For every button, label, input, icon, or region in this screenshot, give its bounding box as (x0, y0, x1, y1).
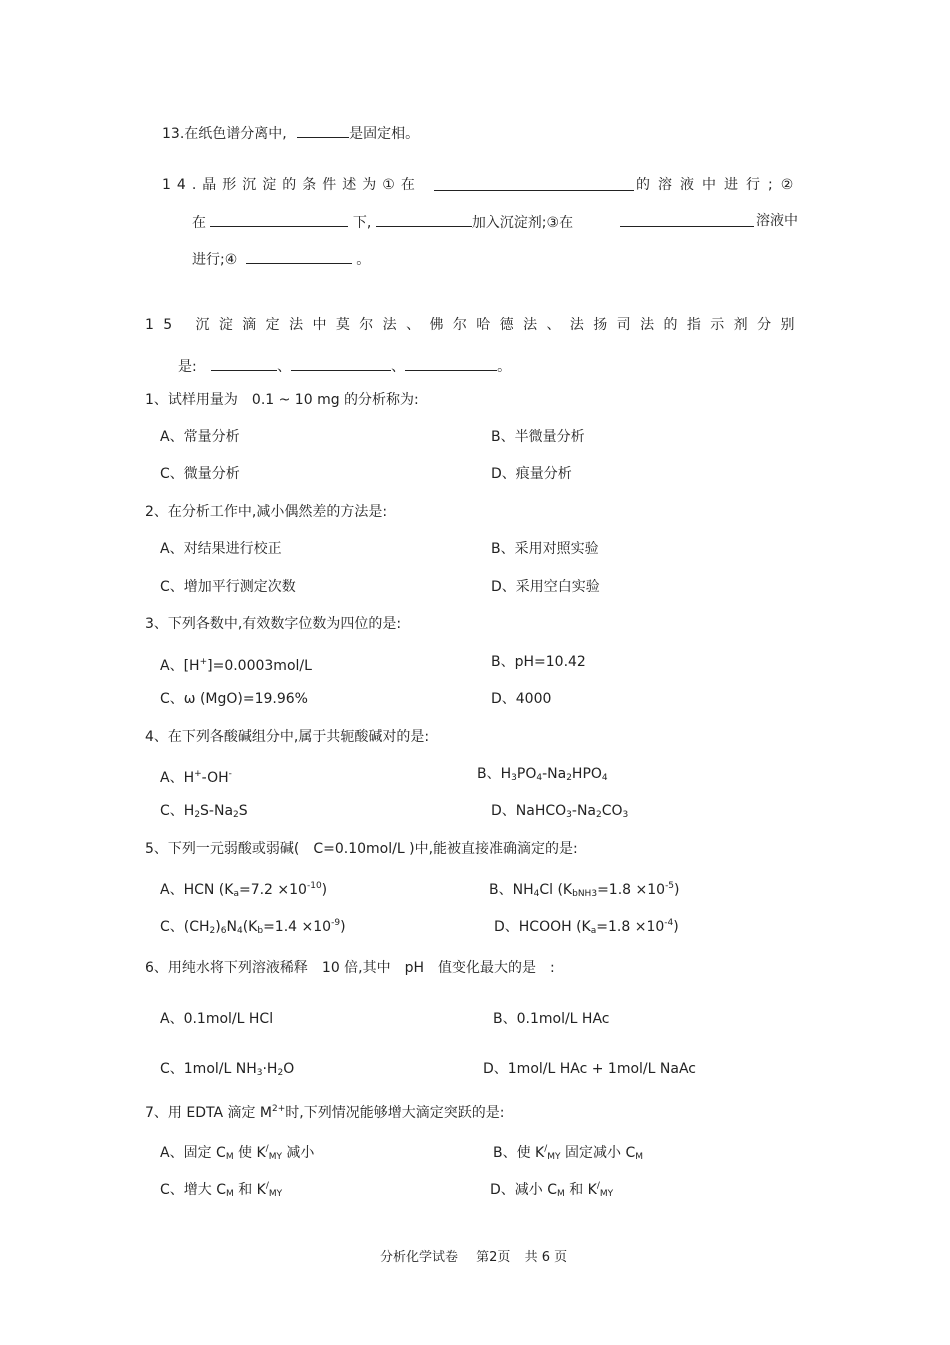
q3-option-b: B、pH=10.42 (491, 654, 586, 670)
q4-d-5: CO (601, 803, 623, 819)
q14-text-b-wrap (636, 176, 801, 194)
q2-stem: 2、在分析工作中,减小偶然差的方法是: (145, 504, 388, 520)
q7-b-3: MY (547, 1152, 561, 1162)
q5-d-5: ) (673, 919, 679, 935)
q5-c-1: C、(CH (160, 919, 210, 935)
q3-a-part3: ]=0.0003mol/L (207, 658, 312, 674)
q7-option-b (493, 1140, 643, 1166)
q4-b-1: B、H (477, 766, 512, 782)
q5-b-4: bNH3 (572, 889, 598, 899)
q4-a-3: -OH (201, 770, 229, 786)
q2-option-b: B、采用对照实验 (491, 541, 599, 557)
q5-a-3: =7.2 ×10 (238, 882, 307, 898)
q4-a-2: + (194, 769, 202, 779)
q7-a-6: 减小 (281, 1145, 315, 1161)
q4-option-c (160, 802, 248, 824)
q5-option-d (494, 914, 679, 940)
q1-stem: 1、试样用量为 0.1 ~ 10 mg 的分析称为: (145, 392, 419, 408)
q4-d-6: 3 (622, 810, 629, 820)
q5-d-1: D、HCOOH (K (494, 919, 591, 935)
q6-c-3: ·H (262, 1061, 278, 1077)
q5-c-8: b (257, 926, 264, 936)
q14-blank-1 (434, 176, 634, 191)
q7-c-1: C、增大 C (160, 1182, 227, 1198)
q4-b-5: -Na (542, 766, 567, 782)
q3-option-c: C、ω (MgO)=19.96% (160, 691, 308, 707)
q5-option-b (489, 877, 680, 903)
q5-stem: 5、下列一元弱酸或弱碱( C=0.10mol/L )中,能被直接准确滴定的是: (145, 841, 578, 857)
q5-c-11: ) (340, 919, 346, 935)
q7-c-3: 和 K (233, 1182, 266, 1198)
q15-blank-3 (405, 356, 497, 371)
q4-b-6: 2 (566, 773, 572, 783)
q14-text-d: 下, (352, 215, 372, 231)
q5-c-3: ) (215, 919, 221, 935)
q15-text-a: 15 沉淀滴定法中莫尔法、佛尔哈德法、法扬司法的指示剂分别 (145, 317, 804, 333)
q14-blank-5 (246, 249, 352, 264)
q13-text-b: 是固定相。 (349, 126, 420, 142)
q7-a-2: M (225, 1152, 234, 1162)
q5-b-5: =1.8 ×10 (597, 882, 666, 898)
q5-c-7: (K (242, 919, 258, 935)
q15-sep-1: 、 (277, 359, 292, 375)
q15-blank-1 (211, 356, 277, 371)
q4-c-4: 2 (233, 810, 239, 820)
q7-d-2: M (557, 1189, 565, 1199)
q1-option-b: B、半微量分析 (491, 429, 585, 445)
q2-option-a: A、对结果进行校正 (160, 541, 282, 557)
q3-a-part1: A、[H (160, 658, 200, 674)
q6-c-1: C、1mol/L NH (160, 1061, 257, 1077)
q4-c-2: 2 (194, 810, 201, 820)
footer-page: 第2页 (476, 1250, 511, 1265)
q2-option-c: C、增加平行测定次数 (160, 579, 296, 595)
q7-stem-2: 2+ (272, 1104, 286, 1114)
q13-line (162, 123, 419, 143)
q4-option-b (477, 765, 608, 787)
q7-stem-3: 时,下列情况能够增大滴定突跃的是: (285, 1105, 505, 1121)
q7-option-a (160, 1140, 314, 1166)
q15-text-b: 是: (178, 359, 197, 375)
page-footer (380, 1249, 567, 1267)
q5-b-6: -5 (665, 881, 675, 891)
q7-a-4: / (265, 1144, 269, 1154)
q7-c-5: MY (268, 1189, 283, 1199)
q7-d-1: D、减小 C (490, 1182, 558, 1198)
q5-a-4: -10 (306, 881, 322, 891)
q7-a-5: MY (268, 1152, 282, 1162)
q6-option-b: B、0.1mol/L HAc (493, 1011, 610, 1027)
q4-b-8: 4 (601, 773, 608, 783)
q5-c-2: 2 (209, 926, 216, 936)
q5-c-9: =1.4 ×10 (263, 919, 332, 935)
q7-stem (145, 1100, 504, 1122)
q4-d-2: 3 (566, 810, 572, 820)
q4-option-a (160, 765, 232, 787)
q4-a-1: A、H (160, 770, 195, 786)
q14-blank-2 (210, 212, 348, 227)
q15-sep-2: 、 (391, 359, 406, 375)
footer-total: 共 6 页 (524, 1250, 568, 1265)
q7-b-2: / (544, 1144, 548, 1154)
q15-end: 。 (497, 359, 512, 375)
q3-a-sup: + (199, 657, 208, 667)
q14-text-c: 在 (192, 215, 206, 231)
q14-blank-4 (620, 212, 754, 227)
q5-b-3: Cl (K (539, 882, 573, 898)
q7-c-4: / (265, 1181, 269, 1191)
q6-option-c (160, 1060, 294, 1082)
q5-d-2: a (590, 926, 597, 936)
q14-text-f: 溶液中 (756, 213, 798, 229)
q1-option-d: D、痕量分析 (491, 466, 572, 482)
q4-d-3: -Na (571, 803, 596, 819)
q15-line2 (178, 356, 511, 376)
q5-c-6: 4 (236, 926, 243, 936)
q7-d-3: 和 K (564, 1182, 597, 1198)
q5-b-7: ) (674, 882, 680, 898)
q5-d-3: =1.8 ×10 (596, 919, 665, 935)
q4-a-4: - (228, 769, 232, 779)
q6-option-d: D、1mol/L HAc + 1mol/L NaAc (483, 1061, 696, 1077)
q4-b-7: HPO (571, 766, 602, 782)
q4-d-4: 2 (596, 810, 602, 820)
q7-b-4: 固定减小 C (560, 1145, 636, 1161)
q7-option-d (490, 1177, 613, 1203)
q7-b-1: B、使 K (493, 1145, 545, 1161)
q7-c-2: M (226, 1189, 234, 1199)
q3-option-a (160, 653, 312, 675)
q4-c-5: S (238, 803, 248, 819)
q3-stem: 3、下列各数中,有效数字位数为四位的是: (145, 616, 402, 632)
q2-option-d: D、采用空白实验 (491, 579, 600, 595)
q4-option-d (491, 802, 628, 824)
q6-stem: 6、用纯水将下列溶液稀释 10 倍,其中 pH 值变化最大的是 : (145, 960, 555, 976)
q14-text-h: 。 (356, 252, 371, 268)
q4-c-1: C、H (160, 803, 195, 819)
q5-d-4: -4 (664, 918, 674, 928)
q1-option-a: A、常量分析 (160, 429, 240, 445)
q6-c-2: 3 (256, 1068, 263, 1078)
q14-text-a: 14.晶形沉淀的条件述为①在 (162, 177, 421, 193)
q3-option-d: D、4000 (491, 691, 552, 707)
q6-c-5: O (283, 1061, 295, 1077)
q5-c-4: 6 (220, 926, 227, 936)
q4-b-2: 3 (511, 773, 517, 783)
q14-text-g: 进行;④ (192, 252, 238, 268)
q6-option-a: A、0.1mol/L HCl (160, 1011, 274, 1027)
q1-option-c: C、微量分析 (160, 466, 240, 482)
q4-b-4: 4 (536, 773, 543, 783)
q7-stem-1: 7、用 EDTA 滴定 M (145, 1105, 273, 1121)
q14-line2 (192, 212, 573, 232)
q7-d-5: MY (599, 1189, 614, 1199)
q13-blank (297, 123, 349, 138)
q14-line1 (162, 176, 421, 194)
q14-text-b: 的溶液中进行;② (636, 177, 802, 193)
q5-option-a (160, 877, 327, 903)
q5-a-2: a (233, 889, 239, 899)
q5-a-5: ) (321, 882, 328, 898)
q4-c-3: S-Na (200, 803, 234, 819)
q14-text-e: 加入沉淀剂;③在 (471, 215, 574, 231)
q7-option-c (160, 1177, 282, 1203)
q7-a-1: A、固定 C (160, 1145, 226, 1161)
q4-d-1: D、NaHCO (491, 803, 567, 819)
q13-text-a: 13.在纸色谱分离中, (162, 126, 287, 142)
q5-a-1: A、HCN (K (160, 882, 234, 898)
q5-c-10: -9 (331, 918, 341, 928)
q15-line1 (145, 316, 804, 334)
q15-blank-2 (291, 356, 391, 371)
q7-b-5: M (635, 1152, 644, 1162)
q5-option-c (160, 914, 346, 940)
q4-b-3: PO (516, 766, 537, 782)
footer-course: 分析化学试卷 (380, 1250, 459, 1265)
q14-line3 (192, 249, 370, 269)
q5-b-1: B、NH (489, 882, 534, 898)
q5-c-5: N (226, 919, 237, 935)
q7-a-3: 使 K (233, 1145, 266, 1161)
q7-d-4: / (596, 1181, 600, 1191)
q14-blank-3 (376, 212, 472, 227)
q14-text-f-wrap (756, 212, 798, 230)
q4-stem: 4、在下列各酸碱组分中,属于共轭酸碱对的是: (145, 729, 430, 745)
q6-c-4: 2 (277, 1068, 284, 1078)
q5-b-2: 4 (533, 889, 540, 899)
